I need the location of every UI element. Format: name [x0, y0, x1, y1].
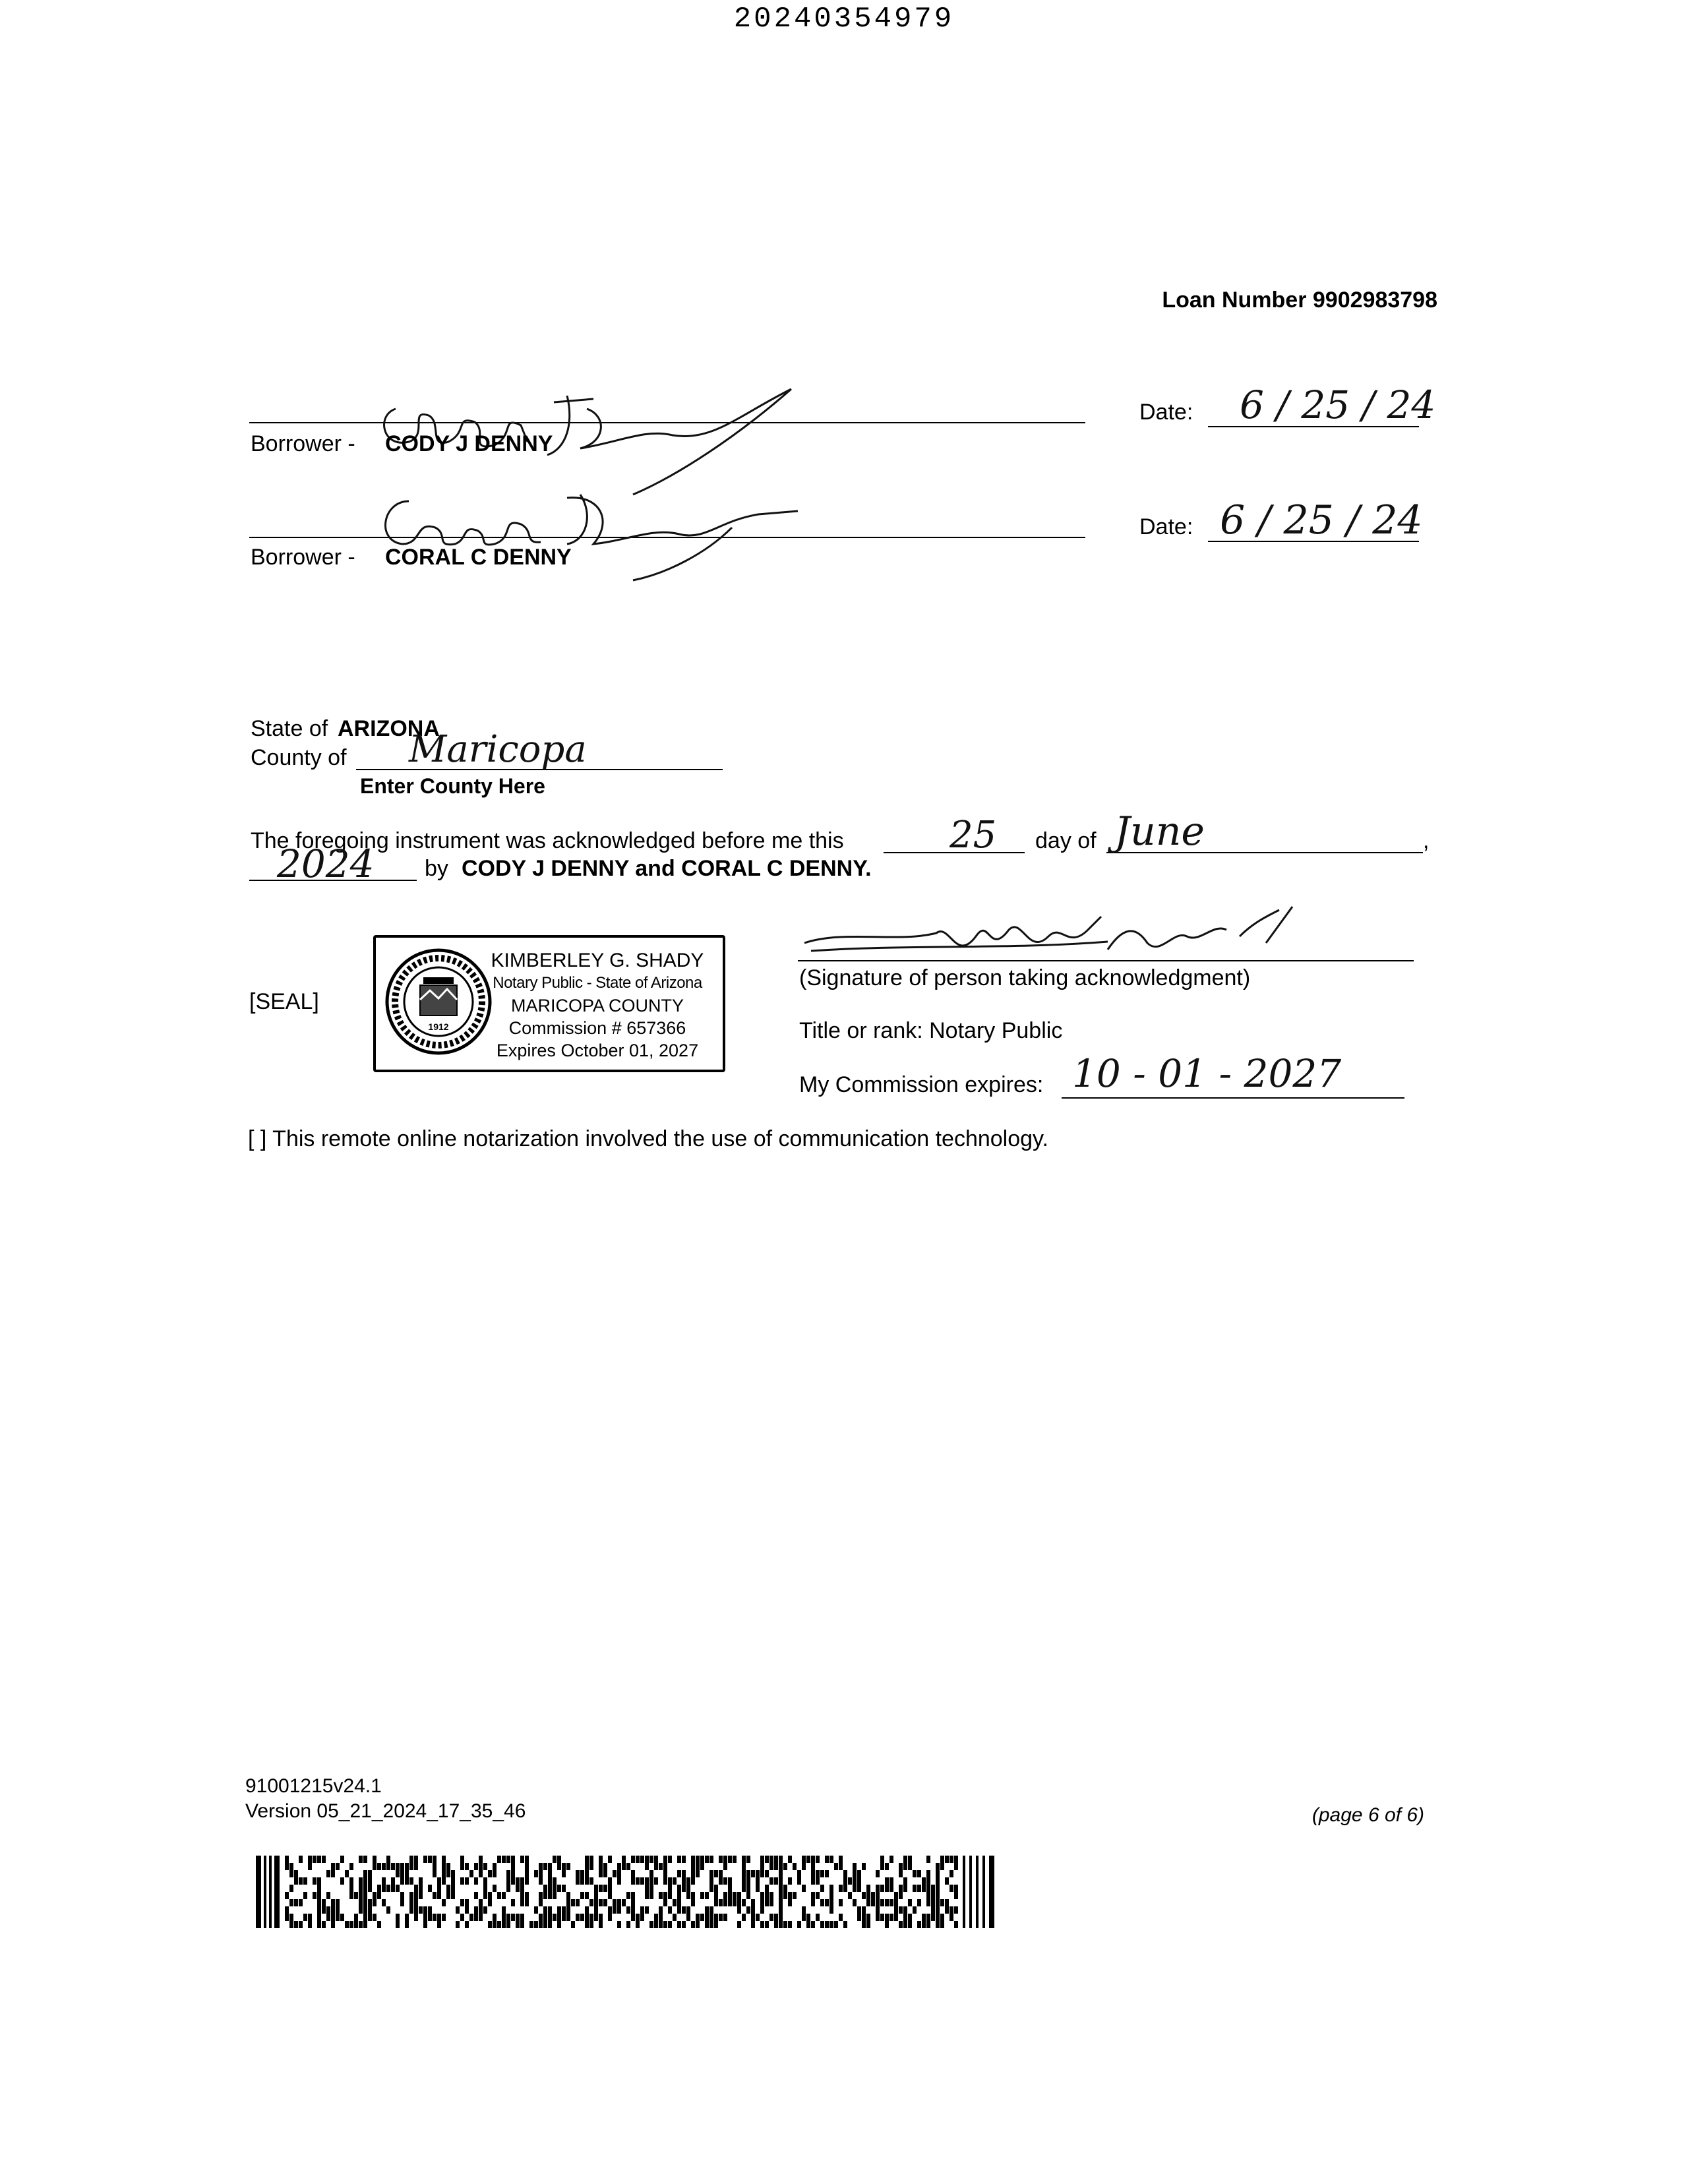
by-names: CODY J DENNY and CORAL C DENNY. — [462, 856, 872, 881]
borrower-1-name: CODY J DENNY — [385, 431, 553, 456]
svg-text:1912: 1912 — [428, 1021, 449, 1032]
borrower-2-label: Borrower - — [251, 545, 355, 570]
notary-signature-line — [798, 960, 1414, 961]
notary-signature — [791, 903, 1319, 969]
state-name: ARIZONA — [338, 716, 440, 741]
document-number: 20240354979 — [733, 3, 955, 36]
by-text: by — [425, 856, 448, 881]
state-prefix: State of — [251, 716, 328, 741]
commission-line — [1062, 1097, 1404, 1099]
borrower-1-date-handwritten: 6 / 25 / 24 — [1240, 382, 1436, 427]
notary-stamp — [373, 935, 725, 1072]
county-prefix: County of — [251, 745, 347, 770]
comma: , — [1423, 828, 1430, 853]
version: Version 05_21_2024_17_35_46 — [245, 1800, 526, 1822]
day-handwritten: 25 — [950, 814, 997, 857]
commission-label: My Commission expires: — [799, 1072, 1044, 1097]
stamp-notary-name: KIMBERLEY G. SHADY — [491, 950, 704, 971]
form-id: 91001215v24.1 — [245, 1775, 382, 1797]
commission-handwritten: 10 - 01 - 2027 — [1072, 1051, 1342, 1096]
county-hint: Enter County Here — [360, 774, 545, 798]
day-of-text: day of — [1035, 828, 1097, 853]
title-or-rank: Title or rank: Notary Public — [799, 1018, 1063, 1043]
ack-text: The foregoing instrument was acknowledged before me this — [251, 828, 844, 853]
year-handwritten: 2024 — [277, 841, 375, 886]
stamp-expires: Expires October 01, 2027 — [496, 1041, 699, 1060]
borrower-2-date-label: Date: — [1139, 514, 1193, 539]
month-handwritten: June — [1114, 808, 1205, 855]
borrower-2-date-handwritten: 6 / 25 / 24 — [1220, 497, 1423, 543]
barcode-icon — [256, 1856, 1001, 1928]
page-indicator: (page 6 of 6) — [1311, 1804, 1424, 1826]
notary-signature-caption: (Signature of person taking acknowledgment) — [799, 965, 1251, 990]
loan-number: Loan Number 9902983798 — [1162, 288, 1437, 313]
stamp-commission: Commission # 657366 — [508, 1018, 686, 1038]
stamp-title: Notary Public - State of Arizona — [493, 974, 702, 992]
stamp-county: MARICOPA COUNTY — [510, 996, 684, 1016]
borrower-1-label: Borrower - — [251, 431, 355, 456]
seal-label: [SEAL] — [249, 989, 319, 1014]
borrower-2-name: CORAL C DENNY — [385, 545, 572, 570]
arizona-seal-icon — [384, 947, 493, 1056]
borrower-1-date-label: Date: — [1139, 400, 1193, 425]
county-handwritten: Maricopa — [409, 728, 587, 771]
borrower-1-signature — [369, 369, 831, 475]
remote-notarization: [ ] This remote online notarization involved the use of communication technology. — [248, 1126, 1048, 1151]
